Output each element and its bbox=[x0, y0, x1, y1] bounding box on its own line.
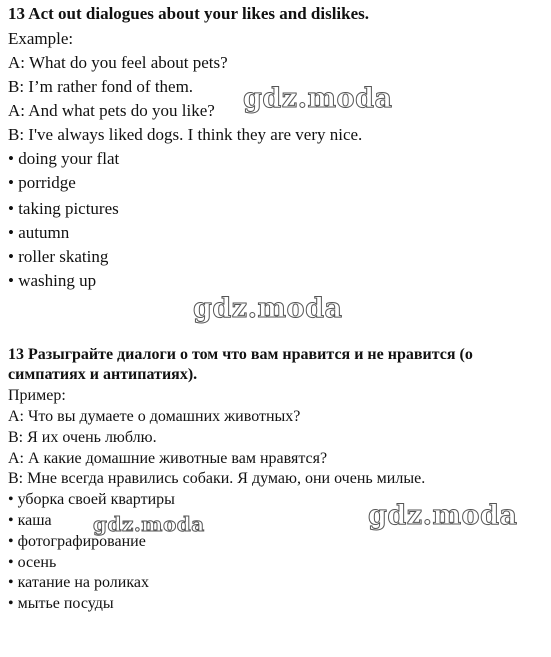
english-dialogue-line: A: What do you feel about pets? bbox=[8, 53, 228, 72]
russian-list-item: • уборка своей квартиры bbox=[8, 491, 175, 508]
russian-list-item: • мытье посуды bbox=[8, 595, 114, 612]
russian-list-item: • осень bbox=[8, 554, 57, 571]
english-list-item: • porridge bbox=[8, 173, 76, 192]
russian-list-item: • каша bbox=[8, 512, 52, 529]
russian-dialogue-line: А: А какие домашние животные вам нравятся? bbox=[8, 450, 328, 467]
russian-dialogue-line: В: Я их очень люблю. bbox=[8, 429, 157, 446]
watermark: gdz.moda bbox=[93, 512, 205, 536]
watermark: gdz.moda bbox=[368, 500, 518, 531]
english-list-item: • washing up bbox=[8, 271, 97, 290]
english-list-item: • taking pictures bbox=[8, 199, 119, 218]
english-list-item: • autumn bbox=[8, 223, 70, 242]
russian-heading-line1: 13 Разыграйте диалоги о том что вам нравится и не нравится (о bbox=[8, 346, 473, 363]
russian-list-item: • фотографирование bbox=[8, 533, 146, 550]
english-heading: 13 Act out dialogues about your likes and dislikes. bbox=[8, 4, 370, 23]
watermark: gdz.moda bbox=[193, 293, 343, 324]
russian-heading-line2: симпатиях и антипатиях). bbox=[8, 366, 198, 383]
russian-dialogue-line: А: Что вы думаете о домашних животных? bbox=[8, 408, 301, 425]
english-list-item: • roller skating bbox=[8, 247, 109, 266]
russian-list-item: • катание на роликах bbox=[8, 574, 149, 591]
english-example-label: Example: bbox=[8, 29, 74, 48]
russian-dialogue-line: В: Мне всегда нравились собаки. Я думаю, они очень милые. bbox=[8, 470, 426, 487]
english-dialogue-line: B: I’m rather fond of them. bbox=[8, 77, 194, 96]
watermark: gdz.moda bbox=[243, 83, 393, 114]
russian-example-label: Пример: bbox=[8, 387, 66, 404]
english-dialogue-line: A: And what pets do you like? bbox=[8, 101, 215, 120]
english-list-item: • doing your flat bbox=[8, 149, 120, 168]
english-dialogue-line: B: I've always liked dogs. I think they are very nice. bbox=[8, 125, 363, 144]
